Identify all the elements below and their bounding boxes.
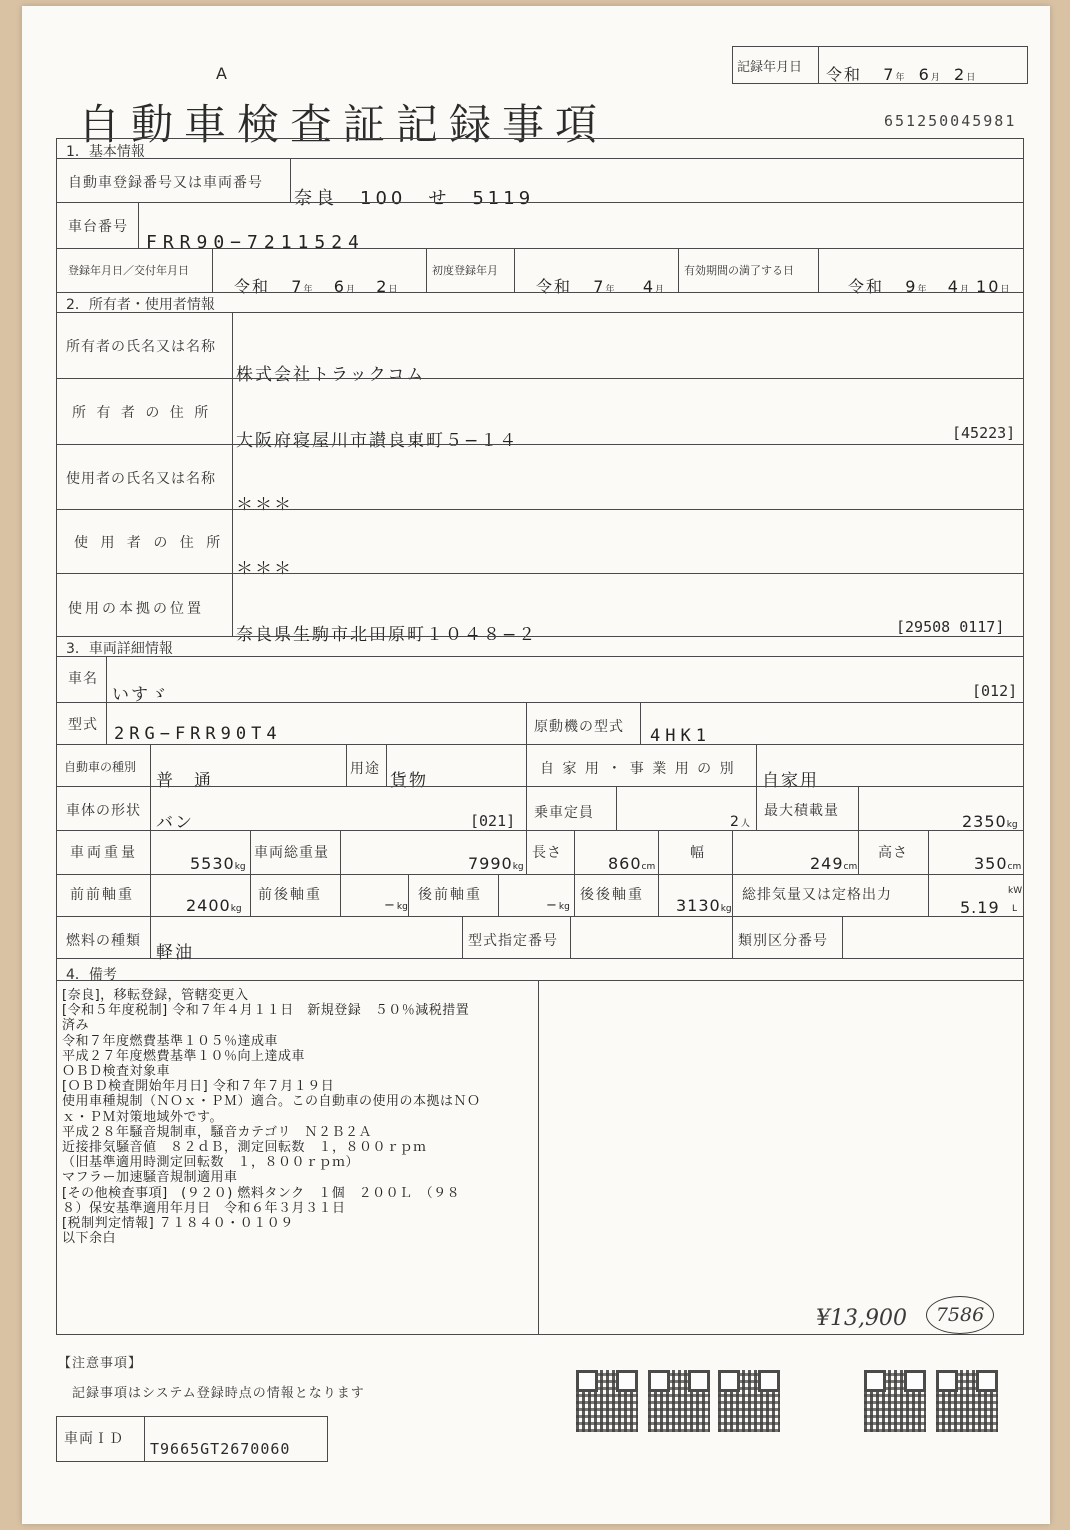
- displacement: 5.19: [960, 898, 1000, 917]
- record-date-label: 記録年月日: [737, 60, 803, 75]
- car-name-code: [012]: [972, 682, 1018, 700]
- length: 860cm: [608, 854, 656, 873]
- engine-label: 原動機の型式: [534, 719, 624, 735]
- remark-line: 平成２７年度燃費基準１０％向上達成車: [62, 1048, 306, 1064]
- vehicle-weight: 5530kg: [190, 854, 246, 873]
- remark-line: 以下余白: [62, 1231, 117, 1247]
- fr-axle-label: 前後軸重: [258, 887, 322, 903]
- kind: 普 通: [156, 771, 213, 791]
- vehicle-id: T9665GT2670060: [150, 1440, 291, 1458]
- engine-model: 4HK1: [650, 726, 711, 746]
- base-location: 奈良県生駒市北田原町１０４８−２: [236, 625, 538, 645]
- displacement-unit-l: L: [1012, 904, 1018, 914]
- ff-axle: 2400kg: [186, 896, 242, 915]
- section-1-heading: 1．基本情報: [66, 144, 145, 160]
- user-name: ＊＊＊: [236, 495, 293, 515]
- vehicle-weight-label: 車両重量: [70, 845, 138, 861]
- remark-line: 平成２８年騒音規制車，騒音カテゴリ Ｎ２Ｂ２Ａ: [62, 1124, 372, 1140]
- qr-code-4: [864, 1370, 926, 1432]
- private-business: 自家用: [762, 771, 819, 791]
- section-2-heading: 2．所有者・使用者情報: [66, 297, 215, 313]
- reg-number-label: 自動車登録番号又は車両番号: [68, 175, 263, 191]
- rf-axle-label: 後前軸重: [418, 887, 482, 903]
- remark-line: [税制判定情報] ７１８４０・０１０９: [62, 1216, 294, 1232]
- user-address: ＊＊＊: [236, 559, 293, 579]
- rr-axle-label: 後後軸重: [580, 887, 644, 903]
- remark-line: （旧基準適用時測定回転数 １，８００ｒｐｍ）: [62, 1155, 360, 1171]
- rr-axle: 3130kg: [676, 896, 732, 915]
- vehicle-id-label: 車両ＩＤ: [64, 1431, 124, 1447]
- use-label: 用途: [350, 761, 380, 777]
- max-load: 2350kg: [962, 812, 1018, 831]
- ff-axle-label: 前前軸重: [70, 887, 134, 903]
- remark-line: [奈良]，移転登録，管轄変更入: [62, 988, 249, 1003]
- owner-address: 大阪府寝屋川市讃良東町５−１４: [236, 431, 519, 451]
- first-reg-date: 令和 7年 4月: [536, 277, 665, 296]
- owner-address-label: 所 有 者 の 住 所: [72, 405, 212, 421]
- width: 249cm: [810, 854, 858, 873]
- remark-line: ８）保安基準適用年月日 令和６年３月３１日: [62, 1200, 346, 1216]
- car-name: いすゞ: [112, 685, 169, 705]
- expiry-date: 令和 9年 4月 10日: [848, 277, 1010, 296]
- model: 2RG−FRR90T4: [114, 724, 282, 744]
- first-reg-label: 初度登録年月: [432, 264, 498, 277]
- corner-mark: A: [216, 64, 227, 83]
- section-4-heading: 4．備考: [66, 967, 117, 983]
- car-name-label: 車名: [68, 671, 98, 687]
- owner-name-label: 所有者の氏名又は名称: [66, 339, 216, 355]
- qr-code-2: [648, 1370, 710, 1432]
- max-load-label: 最大積載量: [764, 803, 839, 819]
- capacity: 2人: [730, 814, 750, 830]
- base-location-code: [29508 0117]: [896, 618, 1005, 636]
- page-title: 自動車検査証記録事項: [78, 100, 609, 149]
- type-designation-label: 型式指定番号: [468, 933, 558, 949]
- height-label: 高さ: [878, 845, 908, 861]
- length-label: 長さ: [532, 845, 562, 861]
- gross-weight-label: 車両総重量: [254, 845, 329, 861]
- use: 貨物: [390, 771, 428, 791]
- reg-number: 奈良 100 せ 5119: [294, 188, 535, 209]
- chassis-number: FRR90−7211524: [146, 232, 365, 253]
- remark-line: [ＯＢＤ検査開始年月日] 令和７年７月１９日: [62, 1079, 335, 1095]
- remark-line: 近接排気騒音値 ８２ｄＢ，測定回転数 １，８００ｒｐｍ: [62, 1140, 427, 1156]
- chassis-label: 車台番号: [68, 219, 128, 235]
- reg-date: 令和 7年 6月 2日: [234, 277, 398, 296]
- width-label: 幅: [690, 845, 705, 861]
- base-location-label: 使用の本拠の位置: [68, 601, 204, 617]
- model-label: 型式: [68, 717, 98, 733]
- record-date: 令和 7年 6月 2日: [826, 65, 976, 84]
- displacement-label: 総排気量又は定格出力: [742, 887, 892, 903]
- category-label: 類別区分番号: [738, 933, 828, 949]
- frame-bottom: [56, 1334, 1024, 1335]
- handwritten-circle-number: 7586: [926, 1296, 994, 1334]
- owner-address-code: [45223]: [952, 424, 1016, 442]
- body-shape-code: [021]: [470, 812, 516, 830]
- fuel: 軽油: [156, 943, 194, 963]
- body-shape: バン: [156, 813, 194, 833]
- remark-line: マフラー加速騒音規制適用車: [62, 1170, 238, 1186]
- gross-weight: 7990kg: [468, 854, 524, 873]
- remark-line: [その他検査事項] (９２０) 燃料タンク １個 ２００Ｌ （９８: [62, 1185, 461, 1201]
- owner-name: 株式会社トラックコム: [236, 365, 426, 385]
- height: 350cm: [974, 854, 1022, 873]
- qr-code-5: [936, 1370, 998, 1432]
- capacity-label: 乗車定員: [534, 805, 594, 821]
- body-shape-label: 車体の形状: [66, 803, 141, 819]
- expiry-label: 有効期間の満了する日: [684, 264, 794, 277]
- document-number: 651250045981: [884, 112, 1017, 130]
- remark-line: ＯＢＤ検査対象車: [62, 1064, 171, 1080]
- rf-axle: −kg: [546, 898, 570, 913]
- remark-line: 令和７年度燃費基準１０５％達成車: [62, 1033, 279, 1049]
- private-business-label: 自 家 用 ・ 事 業 用 の 別: [540, 761, 736, 777]
- notes-heading: 【注意事項】: [58, 1356, 143, 1371]
- remark-line: 使用車種規制（ＮＯｘ・ＰＭ）適合。この自動車の使用の本拠はＮＯ: [62, 1094, 481, 1110]
- section-3-heading: 3．車両詳細情報: [66, 641, 173, 657]
- qr-code-3: [718, 1370, 780, 1432]
- reg-date-label: 登録年月日／交付年月日: [68, 264, 189, 277]
- handwritten-price: ¥13,900: [816, 1306, 907, 1331]
- kind-label: 自動車の種別: [64, 760, 137, 774]
- user-address-label: 使 用 者 の 住 所: [74, 535, 225, 551]
- certificate-paper: [22, 6, 1050, 1524]
- fr-axle: −kg: [384, 898, 408, 913]
- qr-code-1: [576, 1370, 638, 1432]
- remark-line: 済み: [62, 1018, 90, 1034]
- displacement-unit-kw: kW: [1008, 886, 1023, 896]
- notes-text: 記録事項はシステム登録時点の情報となります: [72, 1386, 365, 1401]
- remark-line: [令和５年度税制] 令和７年４月１１日 新規登録 ５０％減税措置: [62, 1003, 470, 1019]
- remarks-list: [62, 988, 481, 1246]
- remark-line: ｘ・ＰＭ対策地域外です。: [62, 1109, 223, 1125]
- user-name-label: 使用者の氏名又は名称: [66, 471, 216, 487]
- fuel-label: 燃料の種類: [66, 933, 141, 949]
